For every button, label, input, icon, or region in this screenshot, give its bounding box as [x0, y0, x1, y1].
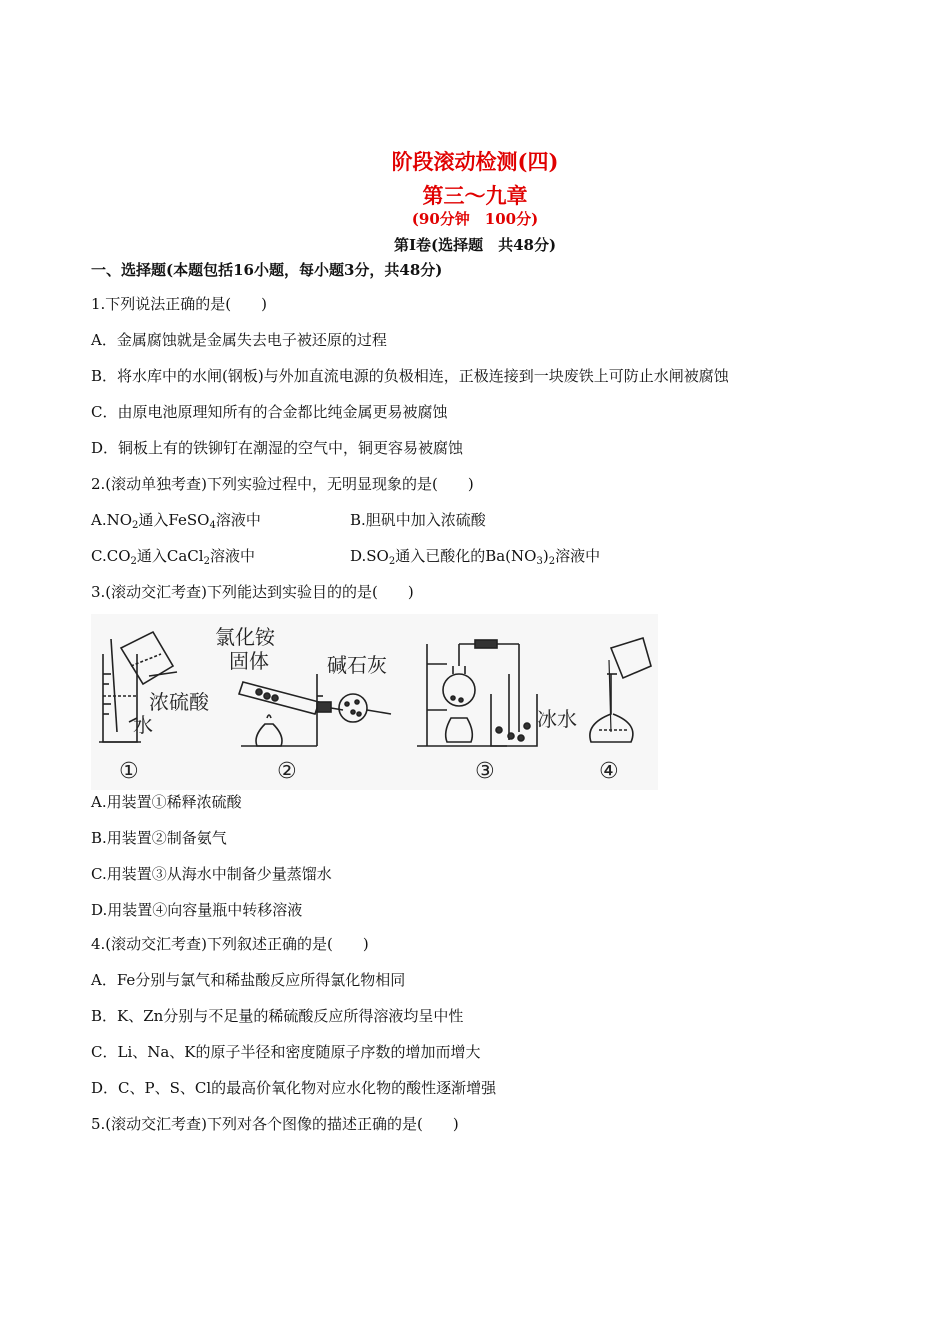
- q4-option-a: A．Fe分别与氯气和稀盐酸反应所得氯化物相同: [91, 971, 406, 989]
- q1-option-c: C．由原电池原理知所有的合金都比纯金属更易被腐蚀: [91, 403, 448, 421]
- volume-heading: 第Ⅰ卷(选择题 共48分): [393, 236, 557, 254]
- q3-option-b: B.用装置②制备氨气: [91, 829, 227, 847]
- q3-option-a: A.用装置①稀释浓硫酸: [91, 793, 242, 811]
- q2-option-d: $D.SO_2$通入已酸化的$Ba(NO_3)_2$溶液中: [350, 547, 601, 567]
- figure-number-3: ③: [475, 758, 495, 783]
- figure-number-4: ④: [599, 758, 619, 783]
- document-title: 阶段滚动检测(四): [391, 149, 559, 174]
- label-nh4cl: 氯化铵: [215, 627, 275, 649]
- q2-option-a: $A.NO_2$通入FeSO$_4$溶液中: [91, 511, 261, 531]
- q3-stem: 3.(滚动交汇考查)下列能达到实验目的的是( ): [91, 583, 414, 601]
- q5-stem: 5.(滚动交汇考查)下列对各个图像的描述正确的是( ): [91, 1115, 459, 1133]
- label-solid: 固体: [229, 651, 269, 673]
- q3-option-c: C.用装置③从海水中制备少量蒸馏水: [91, 865, 332, 883]
- label-conc-acid: 浓硫酸: [149, 692, 209, 714]
- q4-option-c: C．Li、Na、K的原子半径和密度随原子序数的增加而增大: [91, 1043, 481, 1061]
- q4-option-d: D．C、P、S、Cl的最高价氧化物对应水化物的酸性逐渐增强: [91, 1079, 497, 1097]
- q1-option-a: A．金属腐蚀就是金属失去电子被还原的过程: [91, 331, 387, 349]
- label-water: 水: [133, 715, 153, 737]
- label-soda-lime: 碱石灰: [327, 655, 387, 677]
- q4-stem: 4.(滚动交汇考查)下列叙述正确的是( ): [91, 935, 369, 953]
- q2-stem: 2.(滚动单独考查)下列实验过程中，无明显现象的是( ): [91, 475, 474, 493]
- q1-option-d: D．铜板上有的铁铆钉在潮湿的空气中，铜更容易被腐蚀: [91, 439, 464, 457]
- q3-option-d: D.用装置④向容量瓶中转移溶液: [91, 901, 303, 919]
- q2-option-b: B.胆矾中加入浓硫酸: [350, 511, 486, 529]
- q1-stem: 1.下列说法正确的是( ): [91, 295, 268, 313]
- apparatus-figure: [91, 614, 658, 790]
- label-ice-water: 冰水: [537, 709, 577, 731]
- time-score: (90分钟 100分): [411, 210, 539, 228]
- q4-option-b: B．K、Zn分别与不足量的稀硫酸反应所得溶液均呈中性: [91, 1007, 464, 1025]
- q2-option-c: $C.CO_2$通入CaCl$_2$溶液中: [91, 547, 255, 567]
- q1-option-b: B．将水库中的水闸(钢板)与外加直流电源的负极相连，正极连接到一块废铁上可防止水闸被腐蚀: [91, 367, 729, 385]
- section-heading: 一、选择题(本题包括16小题，每小题3分，共48分): [91, 261, 443, 279]
- figure-number-1: ①: [119, 758, 139, 783]
- document-subtitle: 第三～九章: [422, 183, 528, 208]
- figure-number-2: ②: [277, 758, 297, 783]
